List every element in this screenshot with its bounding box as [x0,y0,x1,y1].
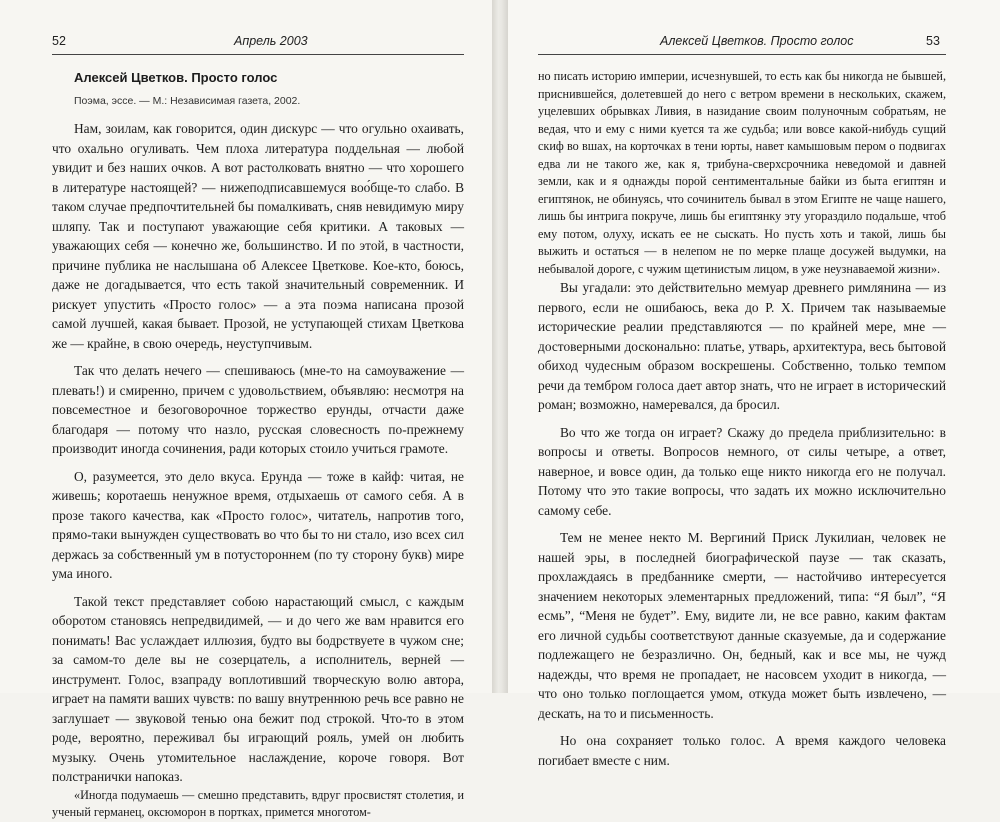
article-title: Алексей Цветков. Просто голос [74,70,278,85]
right-column [538,68,946,770]
paragraph: О, разумеется, это дело вкуса. Ерунда — тоже в кайф: читая, не живешь; коротаешь ненужное время, отдыхаешь от самого себя. А в прозе такого качества, как «Просто голос», читатель, напротив того, прямо-таки вынужден существовать во что бы то ни стало, изо всех сил держась за собственный ум в потустороннем (по ту сторону букв) мире ума иного. [52,468,464,581]
book-gutter [492,0,508,693]
right-page [508,0,1000,768]
quote-text: «Иногда подумаешь — смешно представить, вдруг просвистят столетия, и ученый германец, оксюморон в портках, примется многотом- [52,787,464,819]
running-head: Апрель 2003 [234,34,308,48]
paragraph: Во что же тогда он играет? Скажу до предела приблизительно: в вопросы и ответы. Вопросов немного, от силы четыре, а ответ, наверное, и вовсе один, да только еще никто никогда его не получал. Потому что это такие вопросы, что задать их можно исключительно самому себе. [538,424,946,518]
page-number: 53 [926,34,940,48]
paragraph: Такой текст представляет собою нарастающий смысл, с каждым оборотом становясь непредвидимей, — и до чего же вам нравится его понимать! Вас услаждает иллюзия, будто вы бодрствуете в чужом сне; за самом-то деле вы не созерцатель, а исполнитель, верней — инструмент. Голос, взапраду воплотивший творческую волю автора, играет на памяти ваших чувств: по вашу внутреннюю речь все равно не заглушает — звуковой тенью она бежит под строкой. Что-то в этом роде, вероятно, переживал бы играющий рояль, умей он любить музыку. Очень утомительное наслаждение, короче говоря. Вот полстранички напоказ. [52,593,464,784]
paragraph: Так что делать нечего — спешиваюсь (мне-то на самоуважение — плевать!) и смиренно, причем с удовольствием, объявляю: несмотря на повсеместное и безоговорочное торжество ерунды, отчасти даже благодаря — потому что назло, русская словесность по-прежнему производит иногда сочинения, ради которых стоило учиться грамоте. [52,363,464,456]
page-number: 52 [52,34,66,48]
paragraph: Вы угадали: это действительно мемуар древнего римлянина — из первого, если не ошибаюсь, века до Р. Х. Причем так называемые исторические реалии представляются — по крайней мере, мне — достоверными досконально: платье, утварь, архитектура, весь бытовой обиход чудесным образом воскрешены. Собственно, только темпом речи да тембром голоса дает автор знать, что не играет в исторический роман; возможно, намеревался, да бросил. [538,280,946,412]
paragraph: Но она сохраняет только голос. А время каждого человека погибает вместе с ним. [538,733,946,768]
quote [52,787,464,822]
header-rule [52,54,464,55]
quote-text: но писать историю империи, исчезнувшей, то есть как бы никогда не бывшей, приснившейся, долетевшей до него с ветром времени в нескольких, скажем, уцелевших обрывках Ливия, в назидание своим полуночным собратьям, не ведая, что и ему с ними куется та же судьба; или вовсе какой-нибудь сущий скиф во вшах, на корточках в тени юрты, навет камышовым пером о подвигах едва ли не такого же, как я, трибуна-сверхсрочника неведомой и давней земли, как и я однажды порой сентиментальные байки из быта египтян и египтянок, не обинуясь, что сочинитель бывал в этом Египте не чаще нашего, лишь бы интрига покруче, лишь бы египтянку эту угораздило подальше, чтоб ему потом, олуху, искать ее не сыскать. Но пусть хоть и такой, лишь бы выжить и остаться — в нелепом не по мерке плаще досужей выдумки, на небывалой дороге, с чужим щетинистым лицом, в уже неузнаваемой жизни». [538,69,946,276]
paragraph: Нам, зоилам, как говорится, один дискурс — что огульно охаивать, что охально огуливать. Чем плоха литература поддельная — любой увидит и без наших очков. А вот растолковать внятно — что хорошего в литературе настоящей? — нижеподписавшемуся воо́бще-то слабо. В таком случае предпочтительней бы помалкивать, сняв невидимую миру шляпу. Так и поступают уважающие себя критики. А таковых — уважающих себя — конечно же, большинство. И по этой, в частности, причине публика не наслышана об Алексее Цветкове. Кое-кто, боюсь, даже не догадывается, что есть такой значительный современник. И рискует упустить «Просто голос» — а эта поэма написана прозой самой лучшей, какая бывает. Прозой, не уступающей стихам Цветкова же — крайне, в свою очередь, неуступчивым. [52,121,464,351]
header-rule [538,54,946,55]
left-page [0,0,492,819]
left-column [52,68,464,822]
article-source: Поэма, эссе. — М.: Независимая газета, 2002. [74,94,301,107]
quote [538,68,946,278]
running-head: Алексей Цветков. Просто голос [660,34,854,48]
paragraph: Тем не менее некто М. Вергиний Приск Лукилиан, человек не нашей эры, в последней биографической паузе — так сказать, прохлаждаясь в предбаннике смерти, — настойчиво интересуется значением некоторых элементарных предложений, типа: “Я был”, “Я есмь”, “Меня не будет”. Ему, видите ли, не все равно, каким фактам его личной судьбы соответствуют данные сказуемые, да и содержание подлежащего не безразлично. Он, бедный, как и все мы, не чужд надежды, что время не пропадает, не насовсем уходит в никогда, — что оно только поглощается умом, откуда может быть извлечено, — дескать, на то и письменность. [538,530,946,721]
